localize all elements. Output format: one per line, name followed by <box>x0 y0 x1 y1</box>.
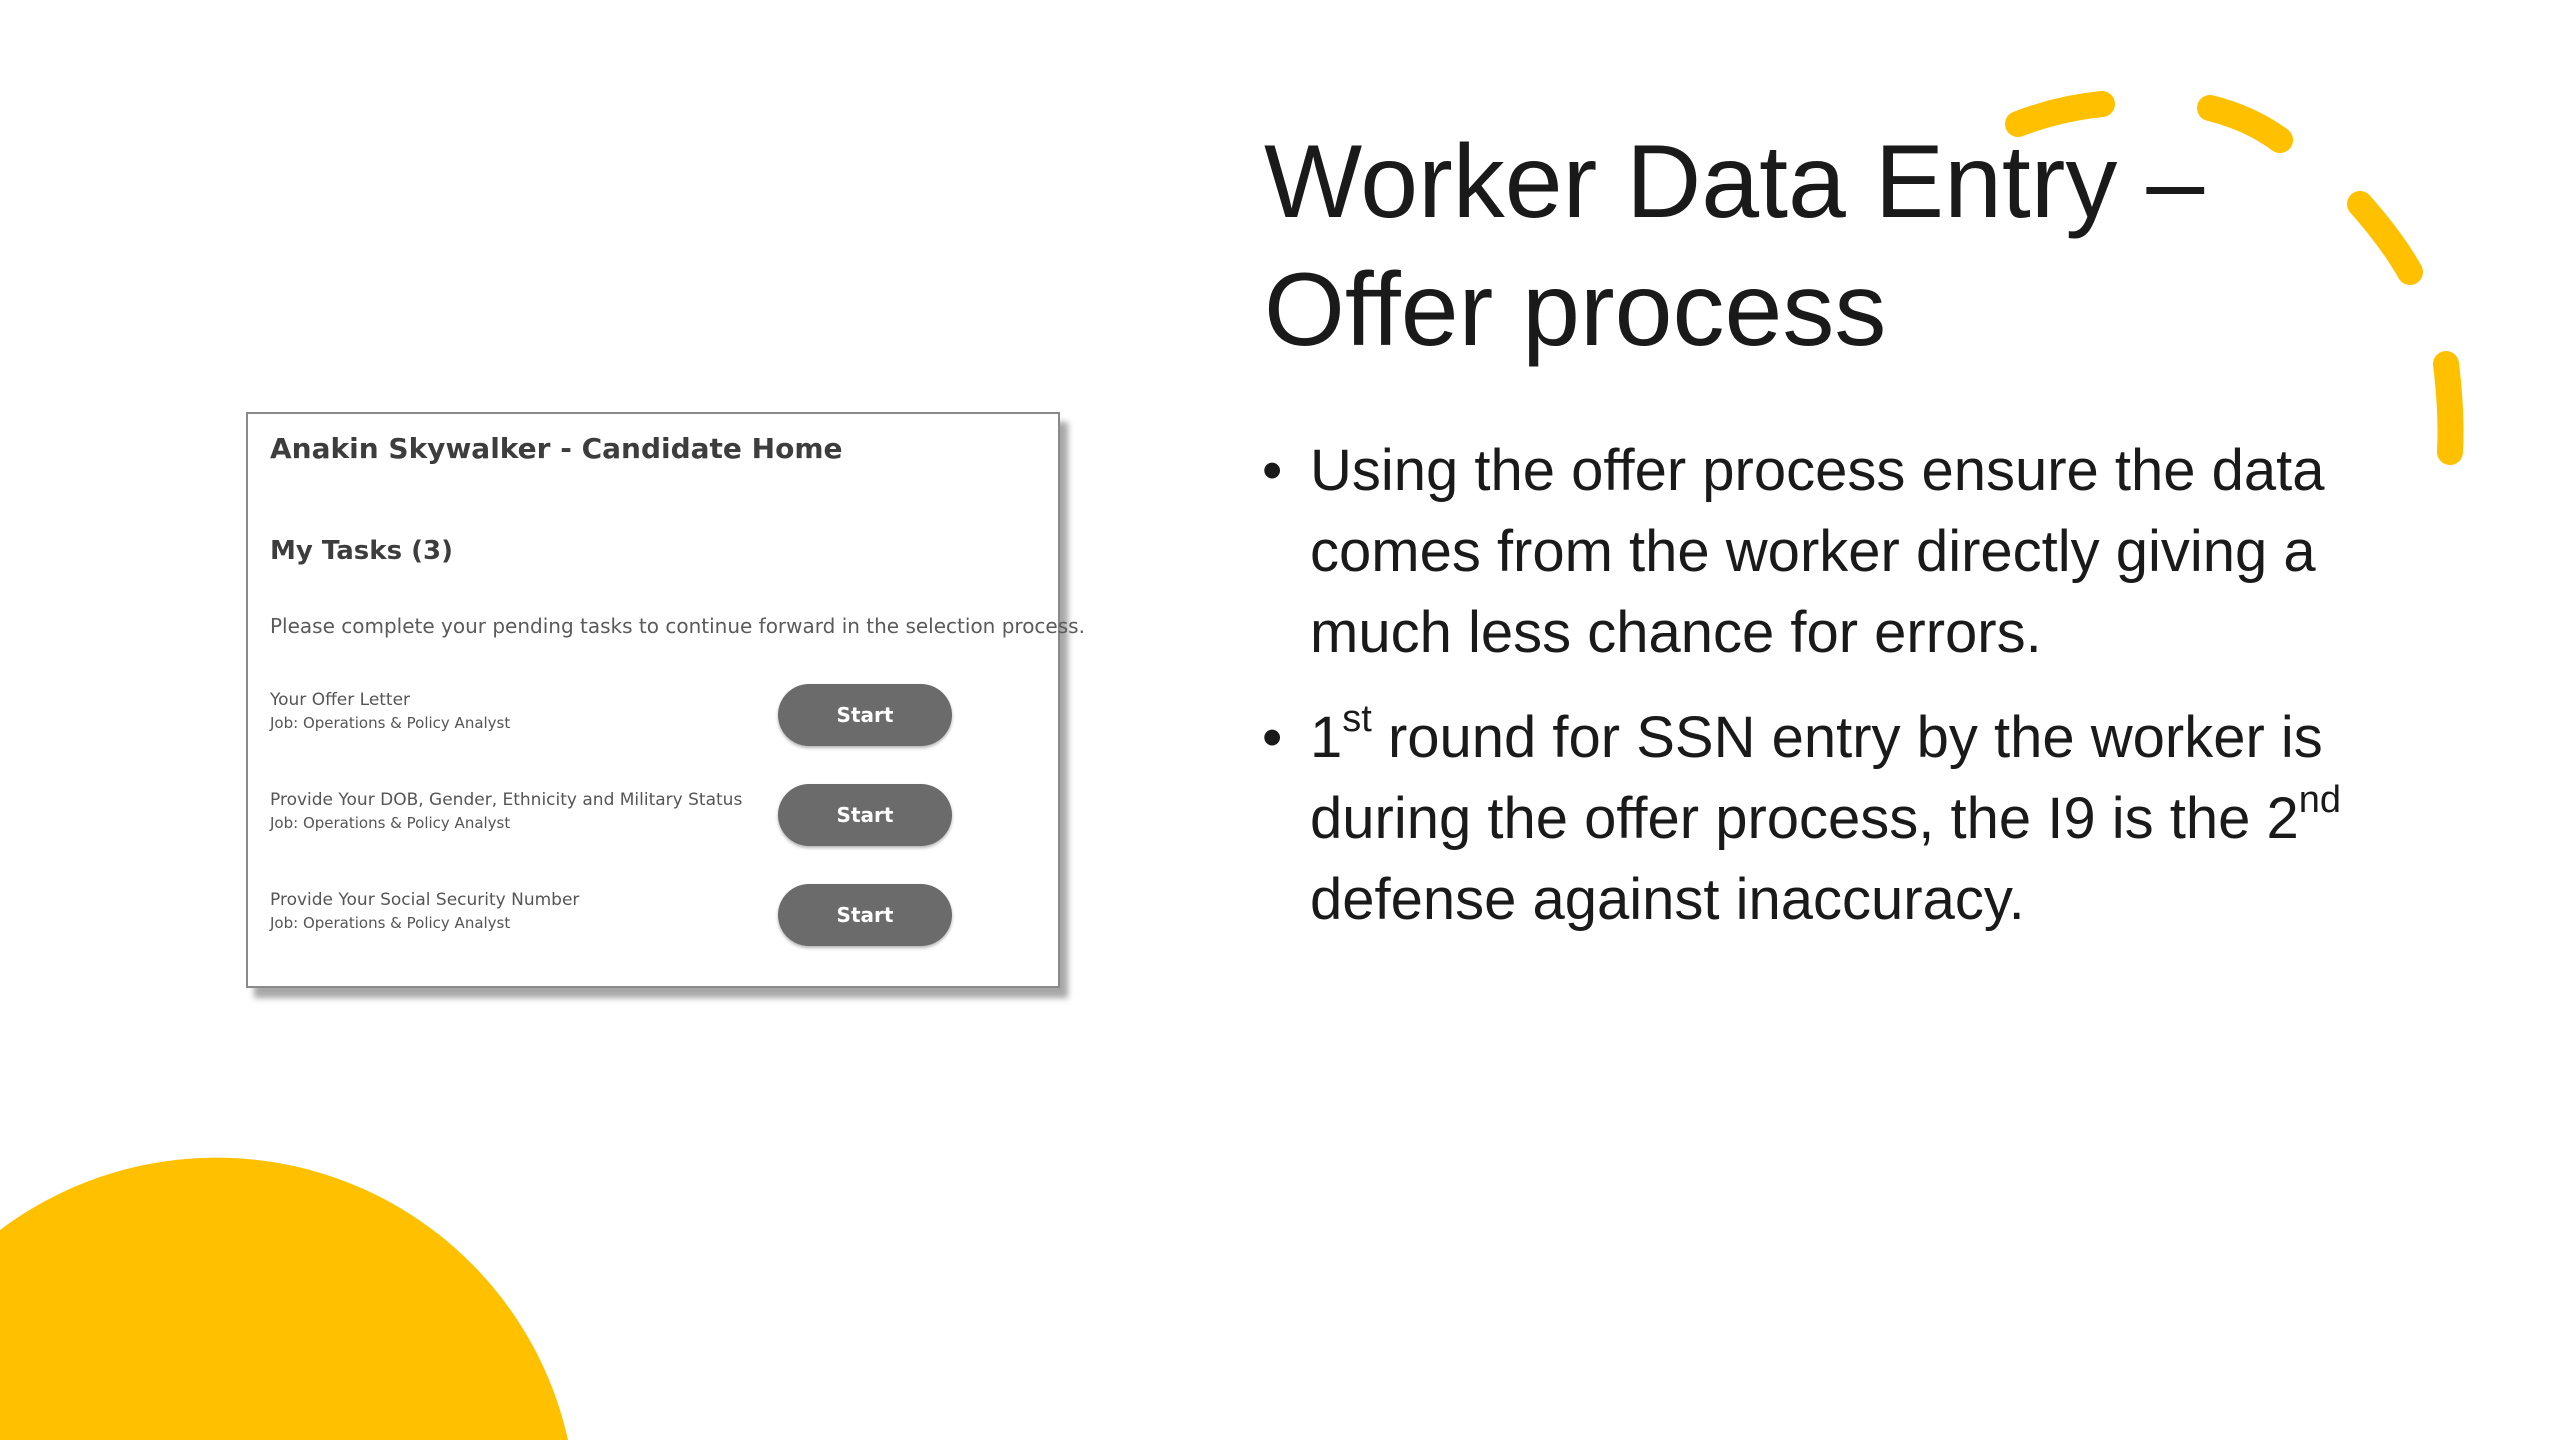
task-job: Job: Operations & Policy Analyst <box>270 814 511 832</box>
task-row <box>270 690 1030 754</box>
task-row <box>270 890 1030 954</box>
bullet-text-part: round for SSN entry by the worker is during the offer process, the I9 is the 2 <box>1310 705 2323 851</box>
slide-title-line: Offer process <box>1264 252 1887 368</box>
bullet-item <box>1262 697 2392 940</box>
ordinal-suffix: nd <box>2298 778 2342 821</box>
start-button[interactable]: Start <box>778 784 952 846</box>
bullet-text-part: defense against inaccuracy. <box>1310 867 2025 932</box>
start-button[interactable]: Start <box>778 884 952 946</box>
task-name: Provide Your DOB, Gender, Ethnicity and Military Status <box>270 790 743 810</box>
bullet-text <box>1310 697 2342 932</box>
ordinal-suffix: st <box>1342 697 1372 740</box>
task-job: Job: Operations & Policy Analyst <box>270 914 511 932</box>
task-job: Job: Operations & Policy Analyst <box>270 714 511 732</box>
bullet-icon: • <box>1262 705 1283 770</box>
slide-title <box>1264 118 2364 374</box>
bullet-list <box>1262 430 2392 964</box>
yellow-circle-shape <box>0 1158 568 1440</box>
bullet-text: Using the offer process ensure the data comes from the worker directly giving a much less chance for errors. <box>1310 438 2325 665</box>
task-name: Your Offer Letter <box>270 690 411 710</box>
candidate-home-title: Anakin Skywalker - Candidate Home <box>270 432 843 465</box>
start-button[interactable]: Start <box>778 684 952 746</box>
task-name: Provide Your Social Security Number <box>270 890 580 910</box>
bullet-item <box>1262 430 2392 673</box>
my-tasks-heading: My Tasks (3) <box>270 536 453 566</box>
slide-title-line: Worker Data Entry – <box>1264 124 2205 240</box>
tasks-instruction: Please complete your pending tasks to continue forward in the selection process. <box>270 614 1085 638</box>
candidate-home-card <box>246 412 1085 988</box>
task-row <box>270 790 1030 854</box>
bullet-text-part: 1 <box>1310 705 1343 770</box>
bullet-icon: • <box>1262 438 1283 503</box>
